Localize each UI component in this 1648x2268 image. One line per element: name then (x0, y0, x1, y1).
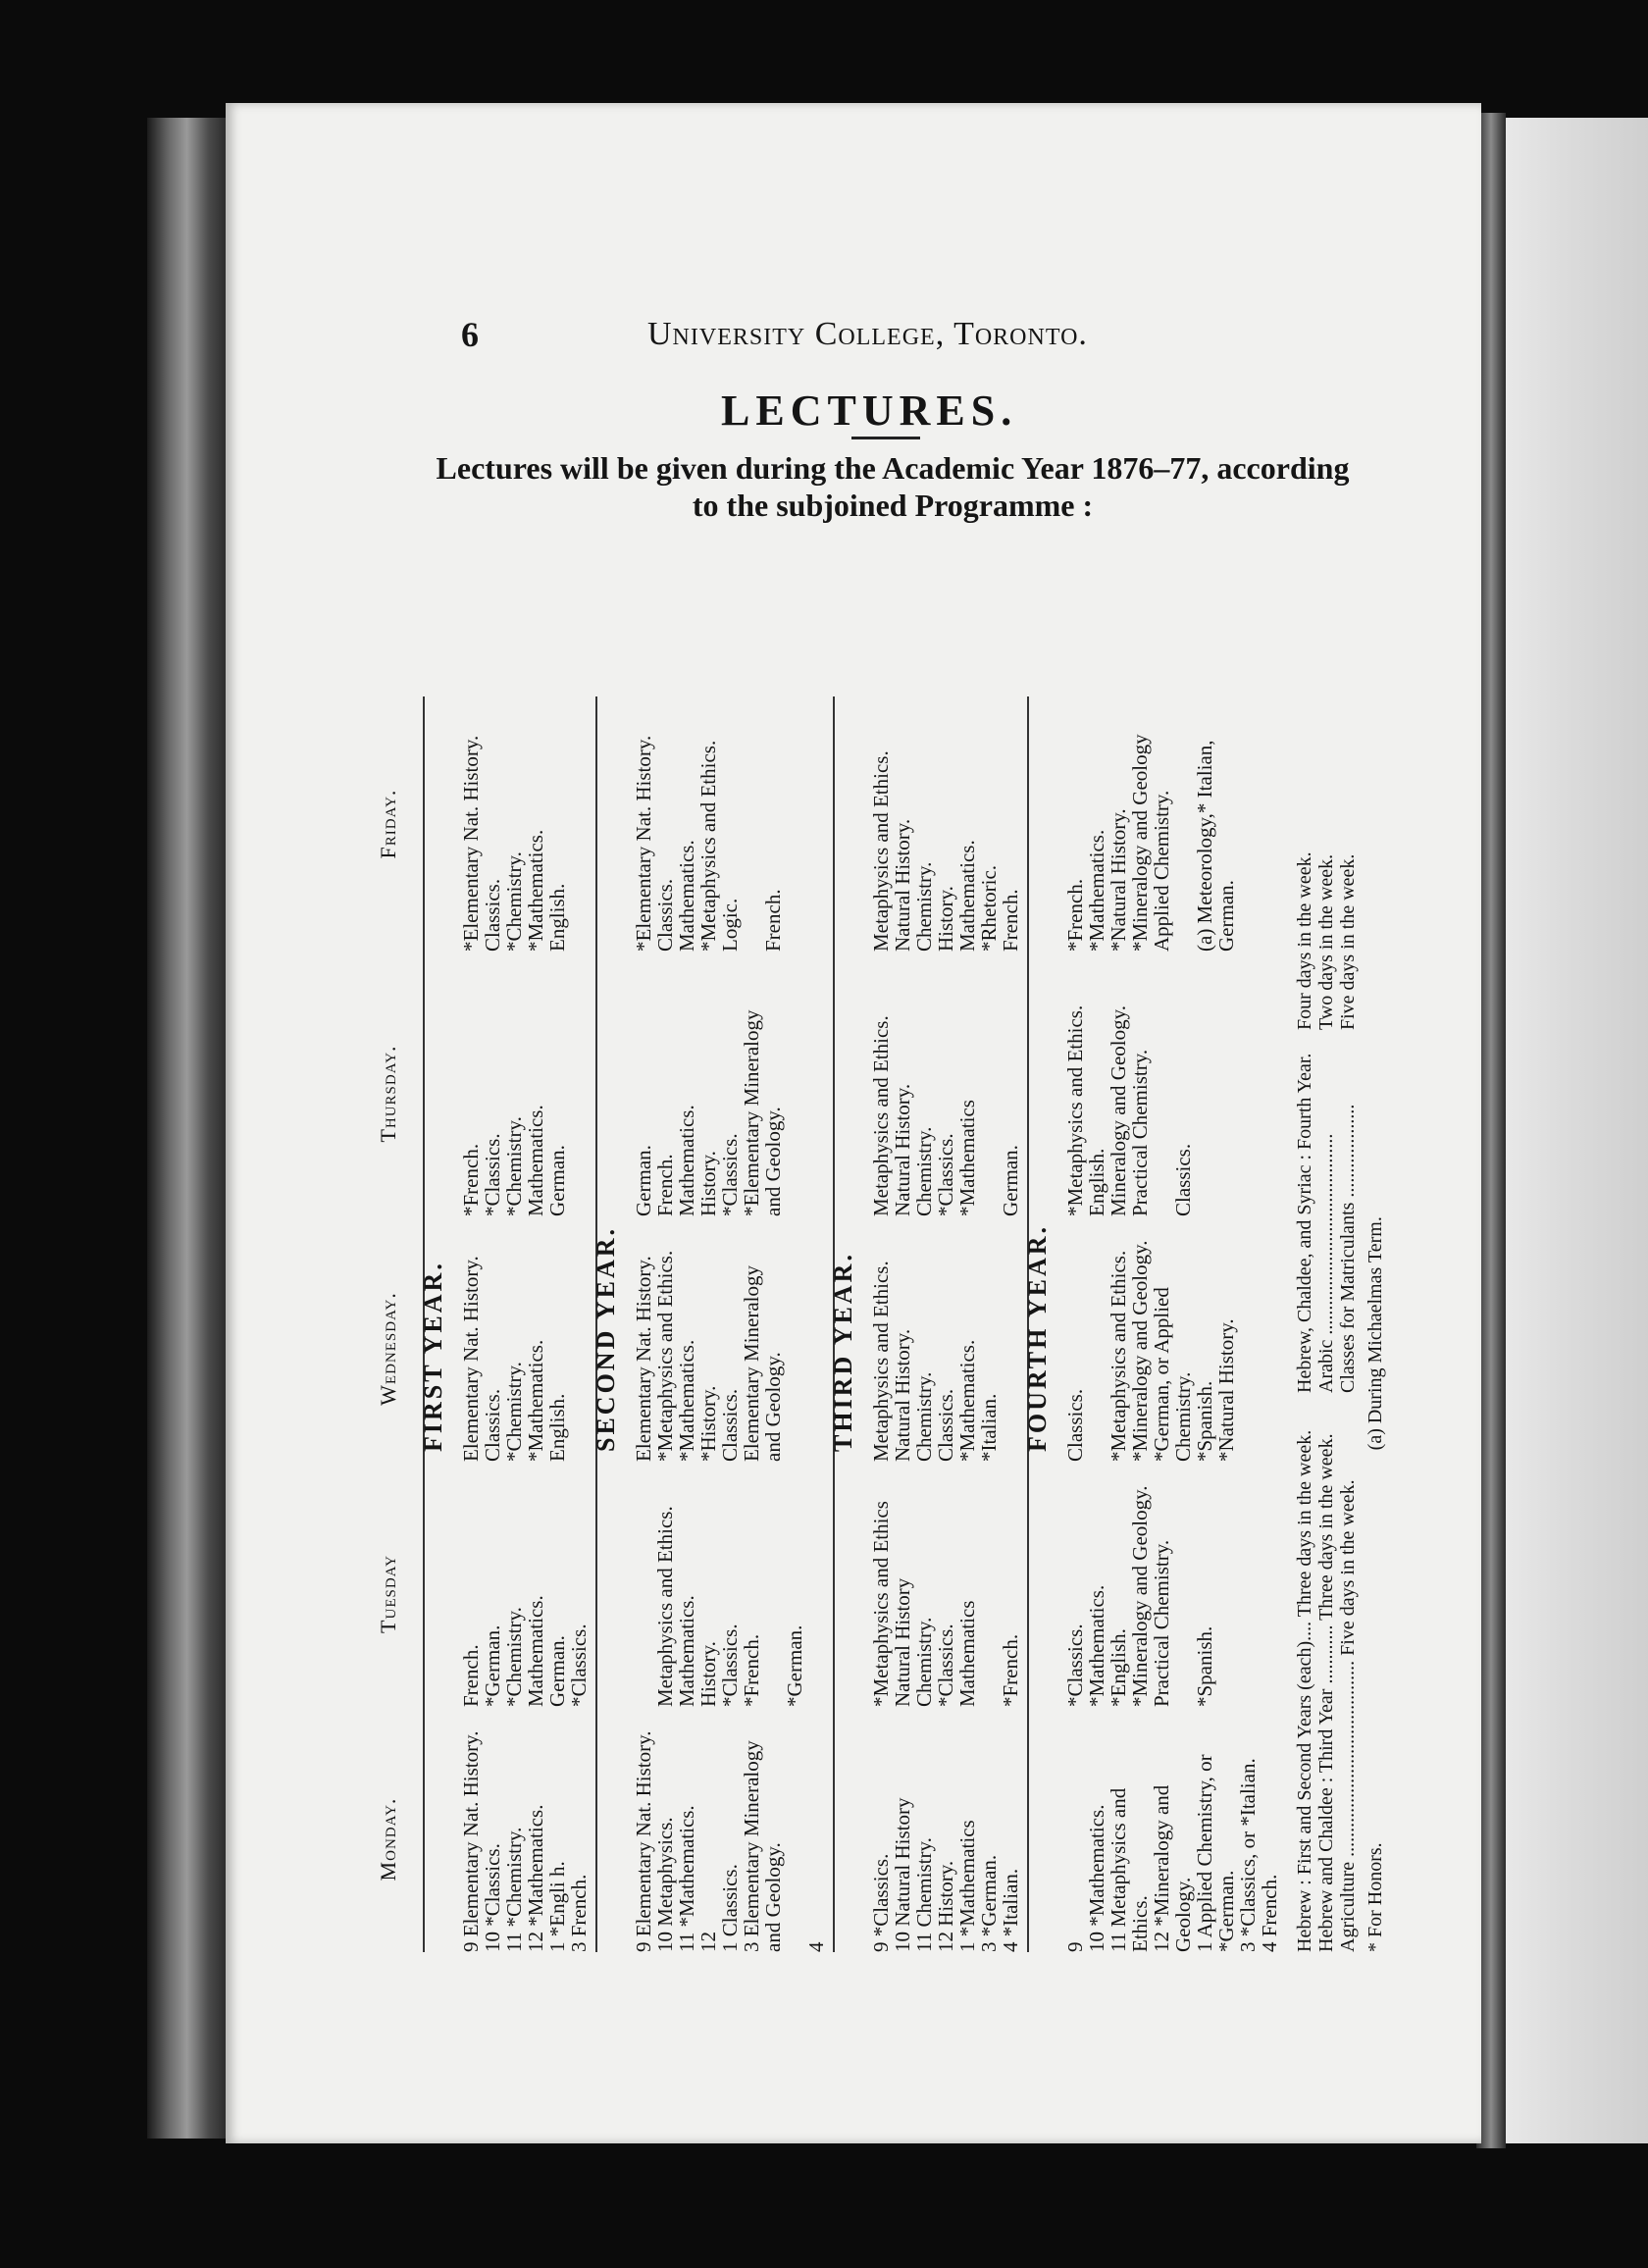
year-label: SECOND YEAR. (592, 1225, 620, 1452)
timetable-day-headers (378, 530, 1280, 1952)
cell-tuesday: *Metaphysics and Ethics Natural History Chemistry. *Classics. Mathematics *French. (869, 1501, 1022, 1707)
footnote-honors: * For Honors. (1365, 1842, 1386, 1952)
year-block-second (592, 696, 828, 1952)
cell-friday: *Elementary Nat. History. Classics. *Chemistry. *Mathematics. English. (459, 735, 569, 952)
cell-friday: *French. *Mathematics. *Natural History. *Mineralogy and Geology Applied Chemistry. (a) Meteorology,* Italian, German. (1063, 734, 1238, 952)
notes-col-1: Hebrew : First and Second Years (each).... Three days in the week. Hebrew and Chaldee : Third Year ............ Three days in the week. Agriculture ........................................ Five days in the week. (1294, 1429, 1359, 1952)
cell-tuesday: French. *German. *Chemistry. Mathematics. German. *Classics. (459, 1595, 591, 1707)
running-head: University College, Toronto. (647, 316, 1088, 352)
cell-monday: 9 *Classics. 10 Natural History 11 Chemistry. 12 History. 1 *Mathematics 3 *German. 4 *Italian. (869, 1797, 1022, 1952)
cell-thursday: Metaphysics and Ethics. Natural History. Chemistry. *Classics. *Mathematics German. (869, 1015, 1022, 1216)
cell-thursday: *Metaphysics and Ethics. English. Mineralogy and Geology. Practical Chemistry. Classics. (1063, 1005, 1195, 1216)
cell-monday: 9 Elementary Nat. History. 10 *Classics. 11 *Chemistry. 12 *Mathematics. 1 *Engli h. 3 French. (459, 1730, 591, 1952)
title-rule (851, 437, 920, 439)
page-title: LECTURES. (721, 387, 1018, 435)
cell-wednesday: Elementary Nat. History. *Metaphysics and Ethics. *Mathematics. *History. Classics. Elementary Mineralogy and Geology. (632, 1250, 785, 1462)
year-label: FIRST YEAR. (419, 1261, 447, 1452)
cell-tuesday: Metaphysics and Ethics. Mathematics. History. *Classics. *French. *German. (653, 1506, 806, 1707)
notes-col-3: Four days in the week. Two days in the week. Five days in the week. (1294, 851, 1359, 1030)
notes-col-2: Hebrew, Chaldee, and Syriac : Fourth Year. Arabic ......................................... Classes for Matriculants ................... (1294, 1053, 1359, 1393)
day-header-tuesday: Tuesday (376, 1555, 400, 1633)
day-header-thursday: Thursday. (376, 1045, 400, 1143)
subtitle-line-2: to the subjoined Programme : (692, 488, 1094, 523)
cell-friday: *Elementary Nat. History. Classics. Mathematics. *Metaphysics and Ethics. Logic. French. (632, 735, 785, 952)
cell-wednesday: Metaphysics and Ethics. Natural History. Chemistry. Classics. *Mathematics. *Italian. (869, 1261, 1001, 1462)
page-subtitle (412, 449, 1373, 524)
cell-wednesday: Classics. *Metaphysics and Ethics. *Mineralogy and Geology. *German, or Applied Chemistry. *Spanish. *Natural History. (1063, 1240, 1238, 1462)
subtitle-line-1: Lectures will be given during the Academic Year 1876–77, according (436, 450, 1350, 486)
cell-tuesday: *Classics. *Mathematics. *English. *Mineralogy and Geology. Practical Chemistry. *Spanish. (1063, 1485, 1216, 1707)
cell-monday: 9 10 *Mathematics. 11 Metaphysics and Ethics. 12 *Mineralogy and Geology. 1 Applied Chemistry, or *German. 3 *Classics, or *Italian. 4 French. (1063, 1754, 1281, 1952)
page-number: 6 (461, 315, 480, 354)
footnotes (1365, 530, 1387, 1952)
footnote-michaelmas: (a) During Michaelmas Term. (1365, 1216, 1386, 1451)
page-header (461, 314, 1108, 363)
day-header-wednesday: Wednesday. (376, 1292, 400, 1406)
book-spine-left (147, 118, 235, 2139)
year-label: THIRD YEAR. (829, 1252, 857, 1452)
lecture-timetable (376, 530, 1386, 1972)
cell-thursday: *French. *Classics. *Chemistry. Mathematics. German. (459, 1105, 569, 1216)
day-header-monday: Monday. (376, 1797, 400, 1881)
year-block-third (829, 696, 1022, 1952)
year-block-first (419, 696, 591, 1952)
cell-monday: 9 Elementary Nat. History. 10 Metaphysics. 11 *Mathematics. 12 1 Classics. 3 Elementary Mineralogy and Geology. 4 (632, 1730, 828, 1952)
cell-wednesday: Elementary Nat. History. Classics. *Chemistry. *Mathematics. English. (459, 1256, 569, 1462)
year-block-fourth (1023, 696, 1281, 1952)
language-notes (1294, 530, 1359, 1952)
cell-thursday: German. French. Mathematics. History. *Classics. *Elementary Mineralogy and Geology. (632, 1009, 785, 1216)
year-label: FOURTH YEAR. (1023, 1223, 1052, 1452)
cell-friday: Metaphysics and Ethics. Natural History. Chemistry. History. Mathematics. *Rhetoric. French. (869, 750, 1022, 952)
day-header-friday: Friday. (376, 789, 400, 859)
facing-page-edge (1506, 118, 1648, 2143)
